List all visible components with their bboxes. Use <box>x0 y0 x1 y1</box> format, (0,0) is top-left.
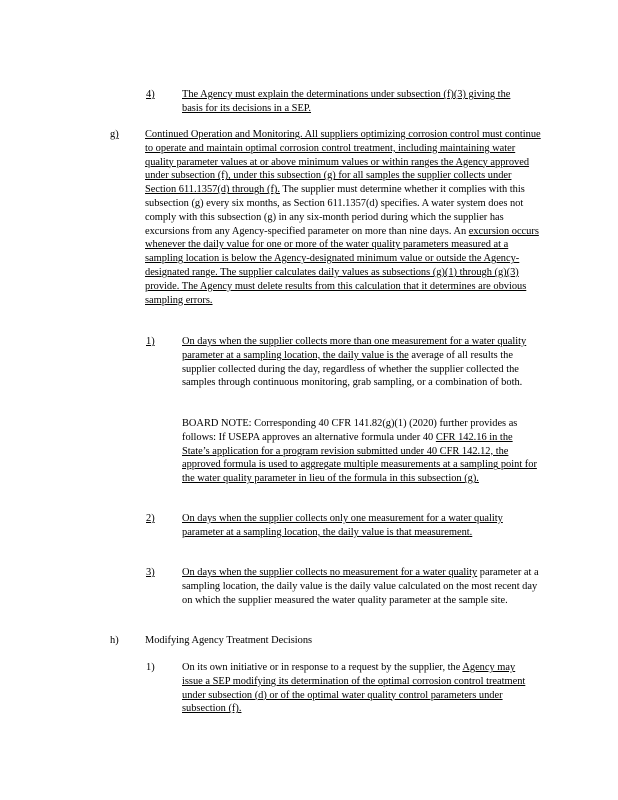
item-g2-text <box>182 512 527 540</box>
item-f4-label: 4) <box>146 89 155 100</box>
item-g3-part-b: parameter at a sampling location, the daily value is the daily value calculated on the most recent day on which the supplier measured the water quality parameter at the sample site. <box>182 567 539 606</box>
item-h-label: h) <box>110 635 119 646</box>
item-g-part-b: The supplier must determine whether it complies with this subsection (g) every six months, as Section 611.1357(d) specifies. A water system does not comply with this subsection (g) in any six-month period during which the supplier has excursions from any Agency-specified parameter on more than nine days. An <box>145 184 525 237</box>
item-f4-underlined: The Agency must explain the determinations under subsection (f)(3) giving the basis for its decisions in a SEP. <box>182 89 511 114</box>
board-note <box>182 417 542 486</box>
item-g2-underlined: On days when the supplier collects only one measurement for a water quality parameter at a sampling location, the daily value is that measurement. <box>182 513 503 538</box>
board-note-part-a: BOARD NOTE: Corresponding 40 CFR 141.82(g)(1) (2020) further provides as follows: If USEPA approves an alternative formula under 40 <box>182 418 518 443</box>
item-h1-part-b: Agency may issue a SEP modifying its determination of the optimal corrosion control treatment under subsection (d) or of the optimal water quality control parameters under subsection (f). <box>182 662 526 715</box>
item-g-label: g) <box>110 129 119 140</box>
item-g1-label: 1) <box>146 336 155 347</box>
item-g1-text <box>182 335 544 390</box>
item-g3-part-a: On days when the supplier collects no measurement for a water quality <box>182 567 478 578</box>
item-f4-text <box>182 88 514 116</box>
item-g-part-c: excursion occurs whenever the daily value for one or more of the water quality parameters measured at a sampling location is below the Agency-designated minimum value or outside the Agency-designated range. The supplier calculates daily values as subsections (g)(1) through (g)(3) provide. The Agency must delete results from this calculation that it determines are obvious sampling errors. <box>145 225 539 306</box>
item-g3-text <box>182 566 540 607</box>
item-g1-part-b: average of all results the supplier collected during the day, regardless of whether the supplier collected the samples through continuous monitoring, grab sampling, or a combination of both. <box>182 349 523 389</box>
item-h-text: Modifying Agency Treatment Decisions <box>145 635 313 646</box>
item-g-text <box>145 128 543 307</box>
item-h-heading <box>145 634 505 648</box>
board-note-part-b: CFR 142.16 in the State’s application for a program revision submitted under 40 CFR 142.12, the approved formula is used to aggregate multiple measurements at a sampling point for the water quality parameter in lieu of the formula in this subsection (g). <box>182 431 537 485</box>
item-g2-label: 2) <box>146 513 155 524</box>
item-g1-part-a: On days when the supplier collects more than one measurement for a water quality parameter at a sampling location, the daily value is the <box>182 336 527 361</box>
item-g3-label: 3) <box>146 567 155 578</box>
item-g-part-a: Continued Operation and Monitoring. All suppliers optimizing corrosion control must continue to operate and maintain optimal corrosion control treatment, including maintaining water quality parameter values at or above minimum values or within ranges the Agency approved under subsection (f), under this subsection (g) for all samples the supplier collects under Section 611.1357(d) through (f). <box>145 129 541 196</box>
item-h1-text <box>182 661 534 716</box>
item-h1-part-a: On its own initiative or in response to a request by the supplier, the <box>182 662 463 673</box>
item-h1-label: 1) <box>146 662 155 673</box>
